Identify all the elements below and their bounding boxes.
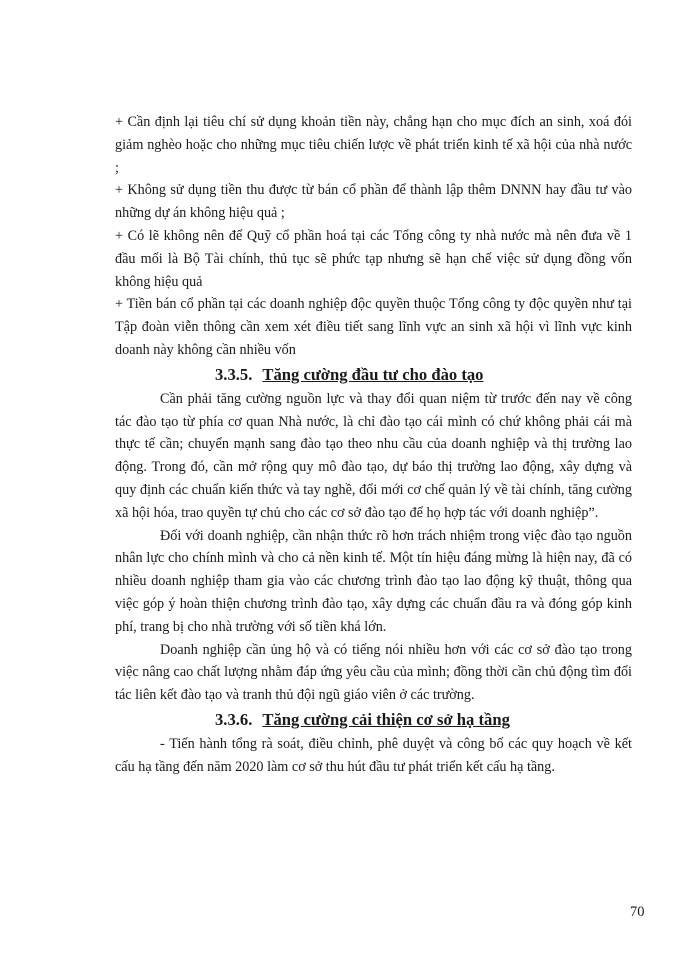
body-paragraph-2: Đối với doanh nghiệp, cần nhận thức rõ hơn trách nhiệm trong việc đào tạo nguồn nhân lực cho chính mình và cho cả nền kinh tế. Một tín hiệu đáng mừng là hiện nay, đã có nhiều doanh nghiệp tham gia vào các chương trình đào tạo lao động kỹ thuật, thông qua việc góp ý hoàn thiện chương trình đào tạo, xây dựng các chuẩn đầu ra và đóng góp kinh phí, trang bị cho nhà trường với số tiền khá lớn. [115, 527, 632, 635]
section-heading-3-3-6 [115, 707, 632, 733]
page-number: 70 [630, 904, 645, 920]
bullet-paragraph-1: + Cần định lại tiêu chí sử dụng khoản tiền này, chẳng hạn cho mục đích an sinh, xoá đói giảm nghèo hoặc cho những mục tiêu chiến lược về phát triển kinh tế xã hội của nhà nước ; [115, 114, 632, 176]
section-title: Tăng cường cải thiện cơ sở hạ tầng [262, 709, 510, 729]
section-heading-3-3-5 [115, 362, 632, 388]
bullet-paragraph-3: + Có lẽ không nên để Quỹ cổ phần hoá tại các Tổng công ty nhà nước mà nên đưa về 1 đầu mối là Bộ Tài chính, thủ tục sẽ phức tạp nhưng sẽ hạn chế việc sử dụng đồng vốn không hiệu quả [115, 227, 632, 290]
body-paragraph-4: - Tiến hành tổng rà soát, điều chỉnh, phê duyệt và công bố các quy hoạch về kết cấu hạ tầng đến năm 2020 làm cơ sở thu hút đầu tư phát triển kết cấu hạ tầng. [115, 735, 632, 775]
body-paragraph-3: Doanh nghiệp cần ủng hộ và có tiếng nói nhiều hơn với các cơ sở đào tạo trong việc nâng cao chất lượng nhằm đáp ứng yêu cầu của mình; đồng thời cần chủ động tìm đối tác liên kết đào tạo và tranh thủ đội ngũ giáo viên ở các trường. [115, 641, 632, 704]
bullet-paragraph-4: + Tiền bán cổ phần tại các doanh nghiệp độc quyền thuộc Tổng công ty độc quyền như tại Tập đoàn viễn thông cần xem xét điều tiết sang lĩnh vực an sinh xã hội vì lĩnh vực kinh doanh này không cần nhiều vốn [115, 296, 632, 358]
section-number: 3.3.6. [215, 709, 253, 729]
page-content [115, 111, 632, 779]
body-paragraph-1: Cần phải tăng cường nguồn lực và thay đổi quan niệm từ trước đến nay về công tác đào tạo từ phía cơ quan Nhà nước, là chỉ đào tạo cái mình có chứ không phải cái mà thực tế cần; chuyển mạnh sang đào tạo theo nhu cầu của doanh nghiệp và thị trường lao động. Trong đó, cần mở rộng quy mô đào tạo, dự báo thị trường lao động, xây dựng và quy định các chuẩn kiến thức và tay nghề, đổi mới cơ chế quản lý về tài chính, tăng cường xã hội hóa, trao quyền tự chủ cho các cơ sở đào tạo để họ hợp tác với doanh nghiệp”. [115, 390, 632, 521]
section-number: 3.3.5. [215, 364, 253, 384]
bullet-paragraph-2: + Không sử dụng tiền thu được từ bán cổ phần để thành lập thêm DNNN hay đầu tư vào những dự án không hiệu quả ; [115, 182, 632, 222]
section-title: Tăng cường đầu tư cho đào tạo [262, 364, 484, 384]
